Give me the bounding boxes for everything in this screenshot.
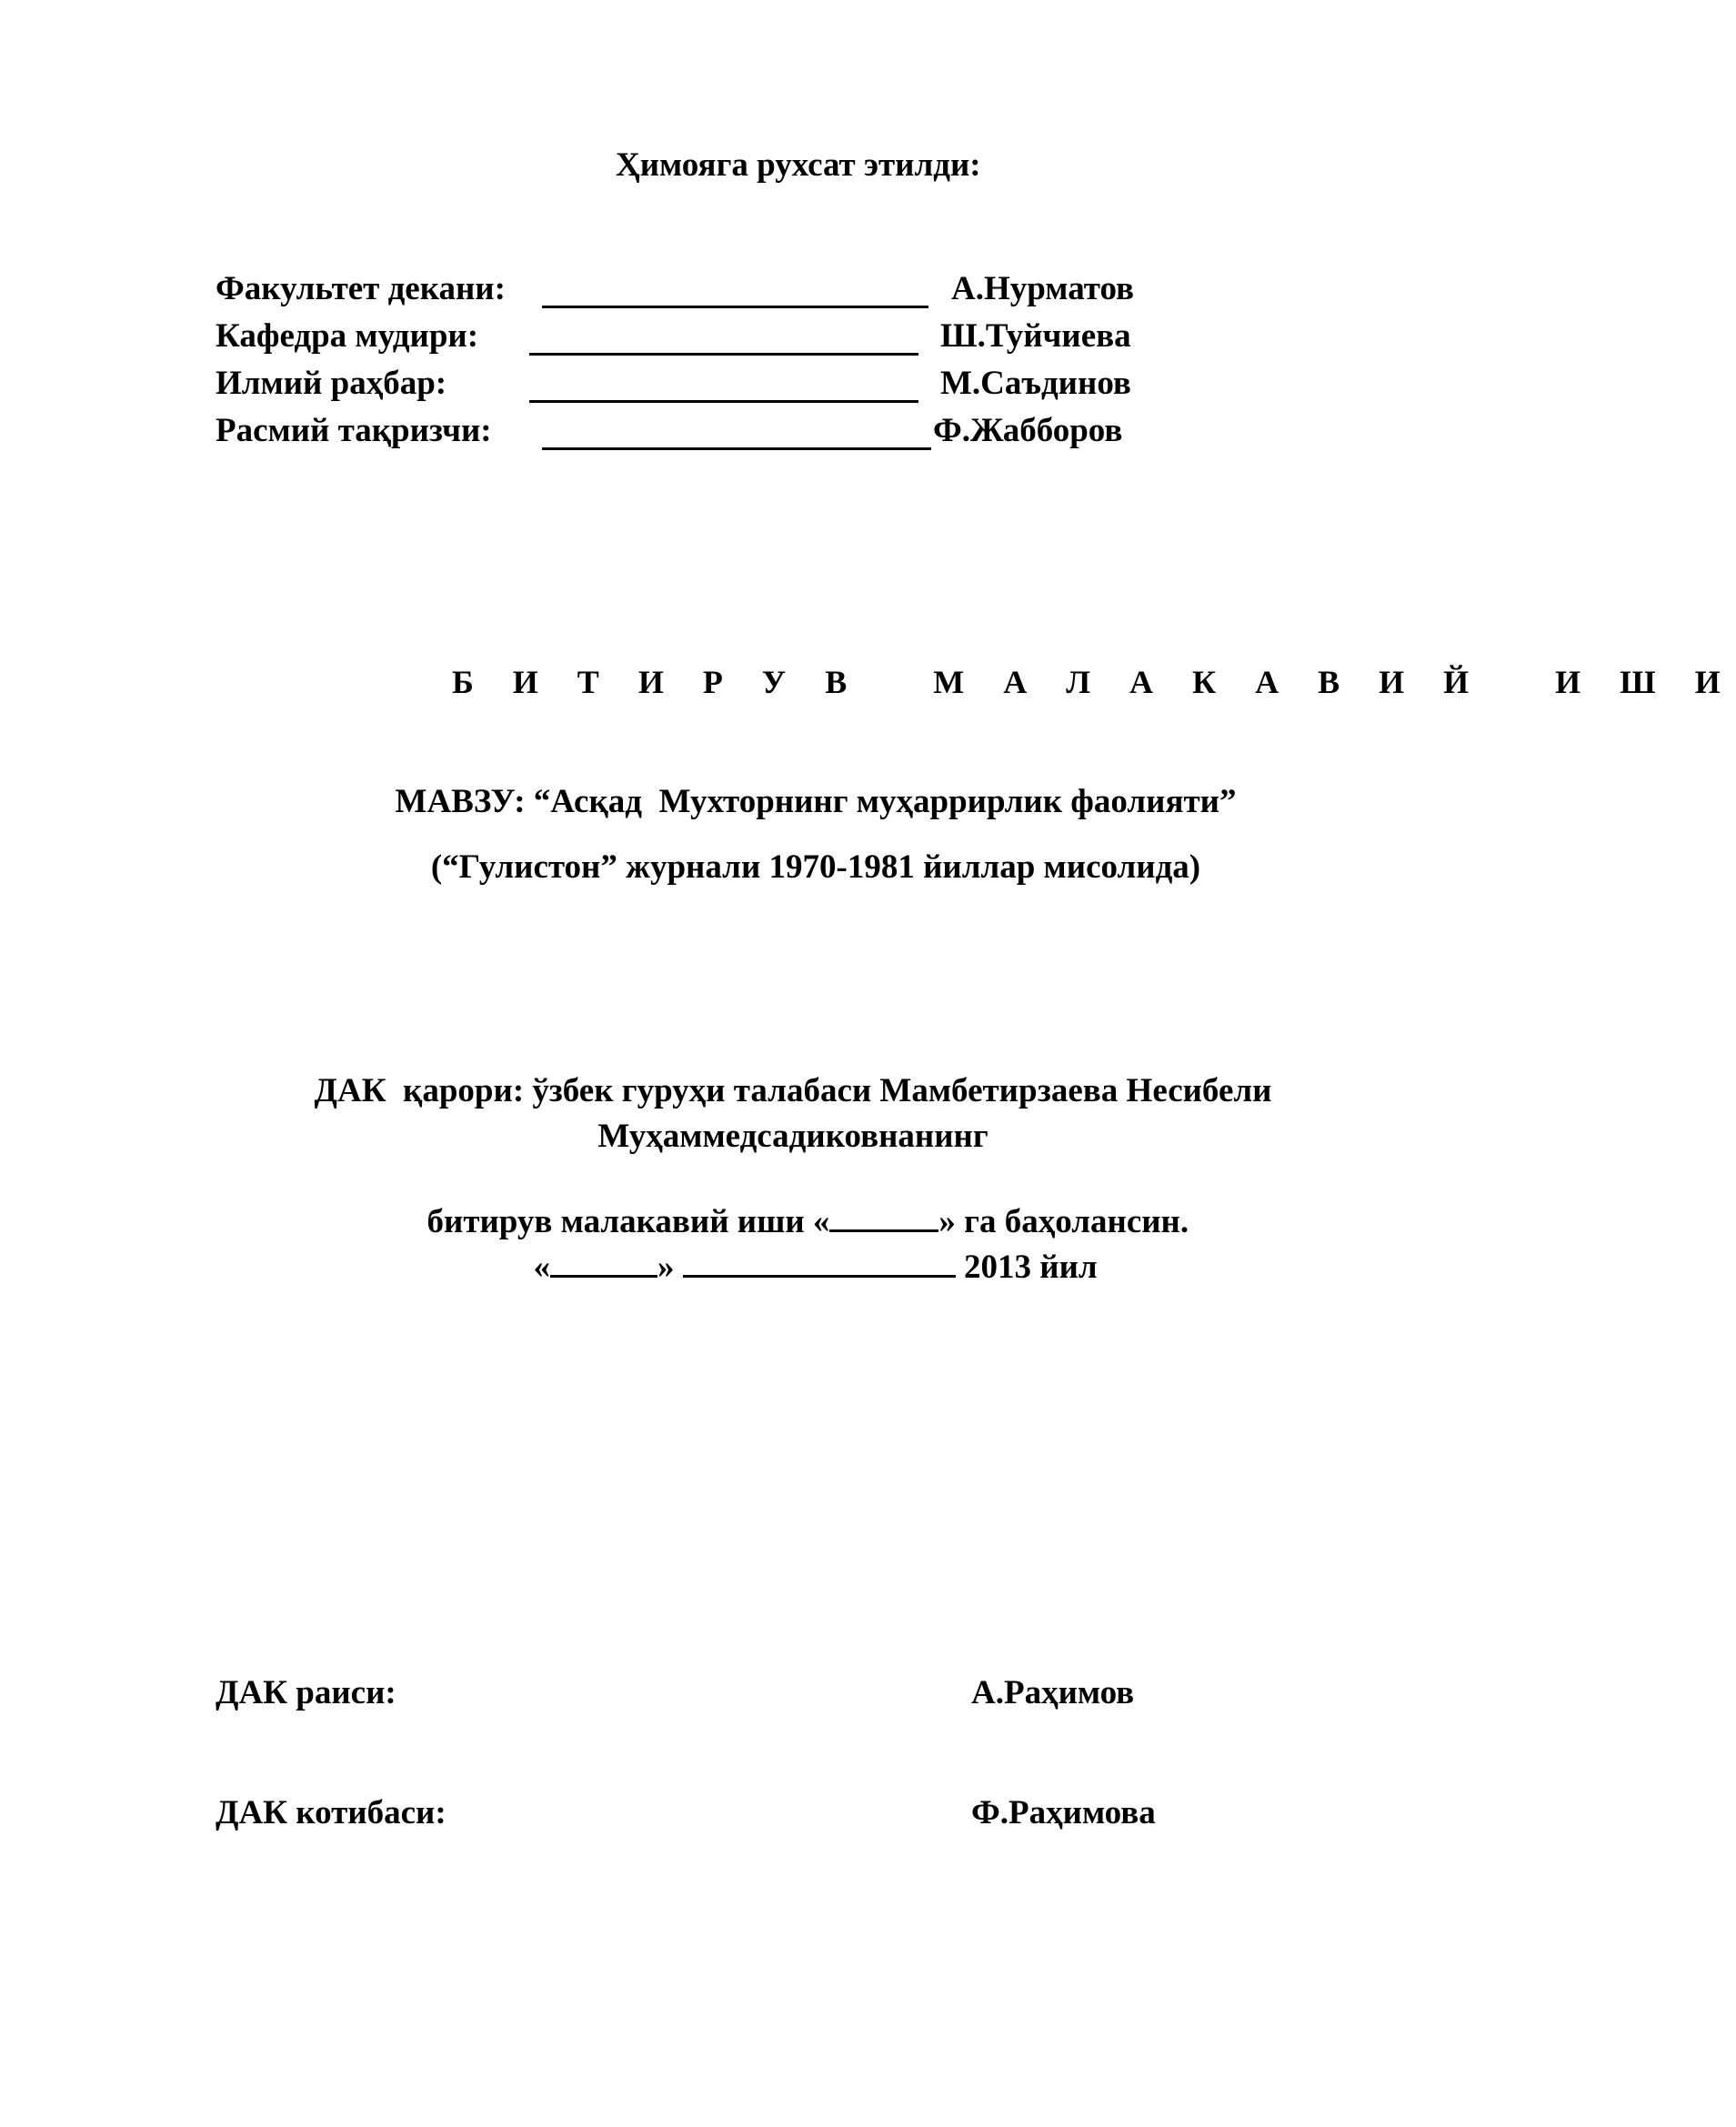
signature-line-head bbox=[529, 326, 918, 356]
secretary-name: Ф.Раҳимова bbox=[971, 1794, 1156, 1831]
decision-line-3-start: битирув малакавий иши « bbox=[426, 1203, 830, 1240]
decision-line-2: Муҳаммедсадиковнанинг bbox=[597, 1118, 988, 1155]
approval-role-head: Кафедра мудири: bbox=[216, 317, 479, 355]
admission-heading: Ҳимояга рухсат этилди: bbox=[616, 146, 981, 184]
date-close-quote: » bbox=[657, 1249, 675, 1286]
signature-line-dean bbox=[542, 278, 928, 308]
approval-role-advisor: Илмий раҳбар: bbox=[216, 365, 447, 402]
approval-name-advisor: М.Саъдинов bbox=[940, 365, 1131, 402]
topic-line-2: (“Гулистон” журнали 1970-1981 йиллар мисолида) bbox=[430, 848, 1201, 886]
signature-line-advisor bbox=[529, 373, 918, 403]
day-blank bbox=[550, 1248, 657, 1278]
topic-line-1: МАВЗУ: “Асқад Мухторнинг муҳаррирлик фаолияти” bbox=[395, 783, 1237, 820]
decision-line-3-end: » га баҳолансин. bbox=[938, 1203, 1189, 1240]
signature-line-reviewer bbox=[542, 420, 931, 450]
date-open-quote: « bbox=[533, 1249, 550, 1286]
approval-name-head: Ш.Туйчиева bbox=[940, 317, 1131, 355]
approval-name-dean: А.Нурматов bbox=[951, 270, 1135, 307]
month-blank bbox=[683, 1248, 956, 1278]
approval-role-dean: Факультет декани: bbox=[216, 270, 506, 307]
work-type-title: Б И Т И Р У В М А Л А К А В И Й И Ш И bbox=[452, 664, 1736, 700]
secretary-role: ДАК котибаси: bbox=[216, 1794, 447, 1831]
decision-date-line bbox=[517, 1208, 1098, 1288]
approval-name-reviewer: Ф.Жабборов bbox=[933, 412, 1123, 449]
decision-line-1: ДАК қарори: ўзбек гуруҳи талабаси Мамбетирзаева Несибели bbox=[314, 1072, 1272, 1109]
year-text: 2013 йил bbox=[964, 1249, 1098, 1286]
chair-name: А.Раҳимов bbox=[971, 1674, 1135, 1711]
chair-role: ДАК раиси: bbox=[216, 1674, 396, 1711]
approval-role-reviewer: Расмий тақризчи: bbox=[216, 412, 492, 449]
